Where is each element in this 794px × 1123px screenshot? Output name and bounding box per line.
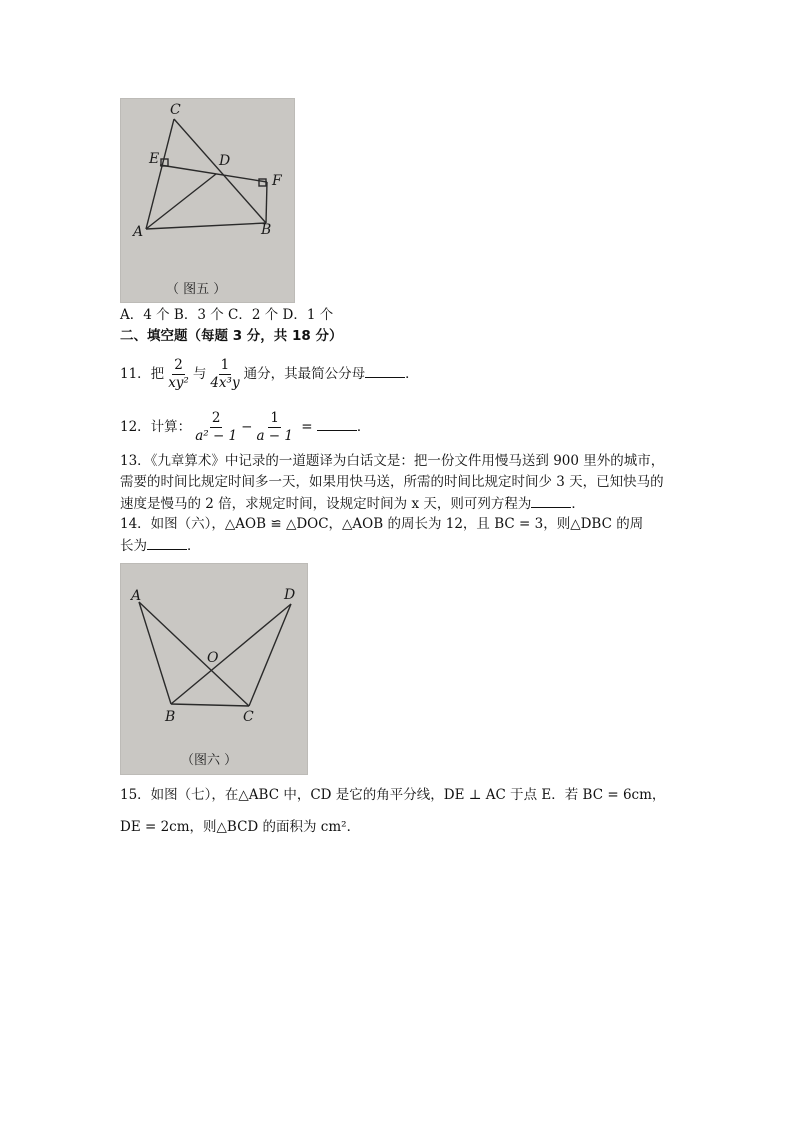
figure-six-label-b: B [165,709,176,725]
q14-end: ． [187,538,201,554]
question-14-line-2 [120,535,201,556]
figure-five-caption: （ 图五 ） [166,282,227,297]
q11-suffix: 通分，其最简公分母 [243,366,366,382]
question-11 [120,355,419,393]
figure-five-diagram [121,99,294,302]
question-14-line-1: 14．如图（六），△AOB ≌ △DOC，△AOB 的周长为 12，且 BC = 3，则△DBC 的周 [120,516,644,532]
q12-prefix: 12．计算： [120,419,192,435]
q11-prefix: 11．把 [120,366,165,382]
q12-frac1-numerator: 2 [211,410,221,426]
q13-end: ． [571,496,585,512]
question-15-line-2: DE = 2cm，则△BCD 的面积为 cm²． [120,819,361,835]
figure-six-caption: （图六 ） [181,753,238,768]
q11-end: ． [405,366,419,382]
q14-line-2-text: 长为 [120,538,147,554]
q12-answer-blank[interactable] [317,416,357,431]
question-15-line-1: 15．如图（七），在△ABC 中，CD 是它的角平分线，DE ⊥ AC 于点 E．若 BC = 6cm， [120,787,666,803]
options-line: A．4 个 B．3 个 C．2 个 D．1 个 [120,307,334,323]
figure-five [120,98,295,303]
figure-five-label-b: B [261,222,272,238]
figure-five-label-d: D [219,153,231,169]
figure-five-label-a: A [133,224,144,240]
q11-mid: 与 [192,366,207,382]
q11-frac2-numerator: 1 [220,357,230,373]
figure-six-label-o: O [207,650,219,666]
figure-six-label-d: D [284,587,296,603]
q12-frac2-denominator: a − 1 [256,428,293,444]
q11-frac2-denominator: 4x³y [210,375,240,391]
q11-fraction-2 [208,357,241,392]
figure-six [120,563,308,775]
figure-five-label-c: C [170,102,181,118]
figure-six-diagram [121,564,307,774]
question-12 [120,408,370,446]
q12-frac1-denominator: a² − 1 [195,428,238,444]
q12-equals: = [301,419,313,435]
figure-five-label-e: E [149,151,160,167]
figure-five-label-f: F [272,173,282,189]
question-13-line-3 [120,493,585,514]
q12-fraction-1 [193,410,239,445]
q13-answer-blank[interactable] [531,493,571,508]
question-13-line-1: 13．《九章算术》中记录的一道题译为白话文是：把一份文件用慢马送到 900 里外的城市， [120,453,665,469]
q14-answer-blank[interactable] [147,535,187,550]
q12-fraction-2 [254,410,295,445]
q13-line-3-text: 速度是慢马的 2 倍，求规定时间，设规定时间为 x 天，则可列方程为 [120,496,532,512]
figure-six-label-c: C [243,709,254,725]
question-13-line-2: 需要的时间比规定时间多一天，如果用快马送，所需的时间比规定时间少 3 天，已知快马的 [120,474,664,490]
q11-frac1-numerator: 2 [174,357,183,373]
q11-frac1-denominator: xy² [168,375,189,391]
q12-end: ． [356,419,371,435]
q12-minus: − [241,419,253,435]
section-two-heading: 二、填空题（每题 3 分，共 18 分） [120,328,343,344]
figure-six-label-a: A [131,588,142,604]
q12-frac2-numerator: 1 [270,410,280,426]
q11-answer-blank[interactable] [365,363,405,378]
q11-fraction-1 [166,357,191,392]
